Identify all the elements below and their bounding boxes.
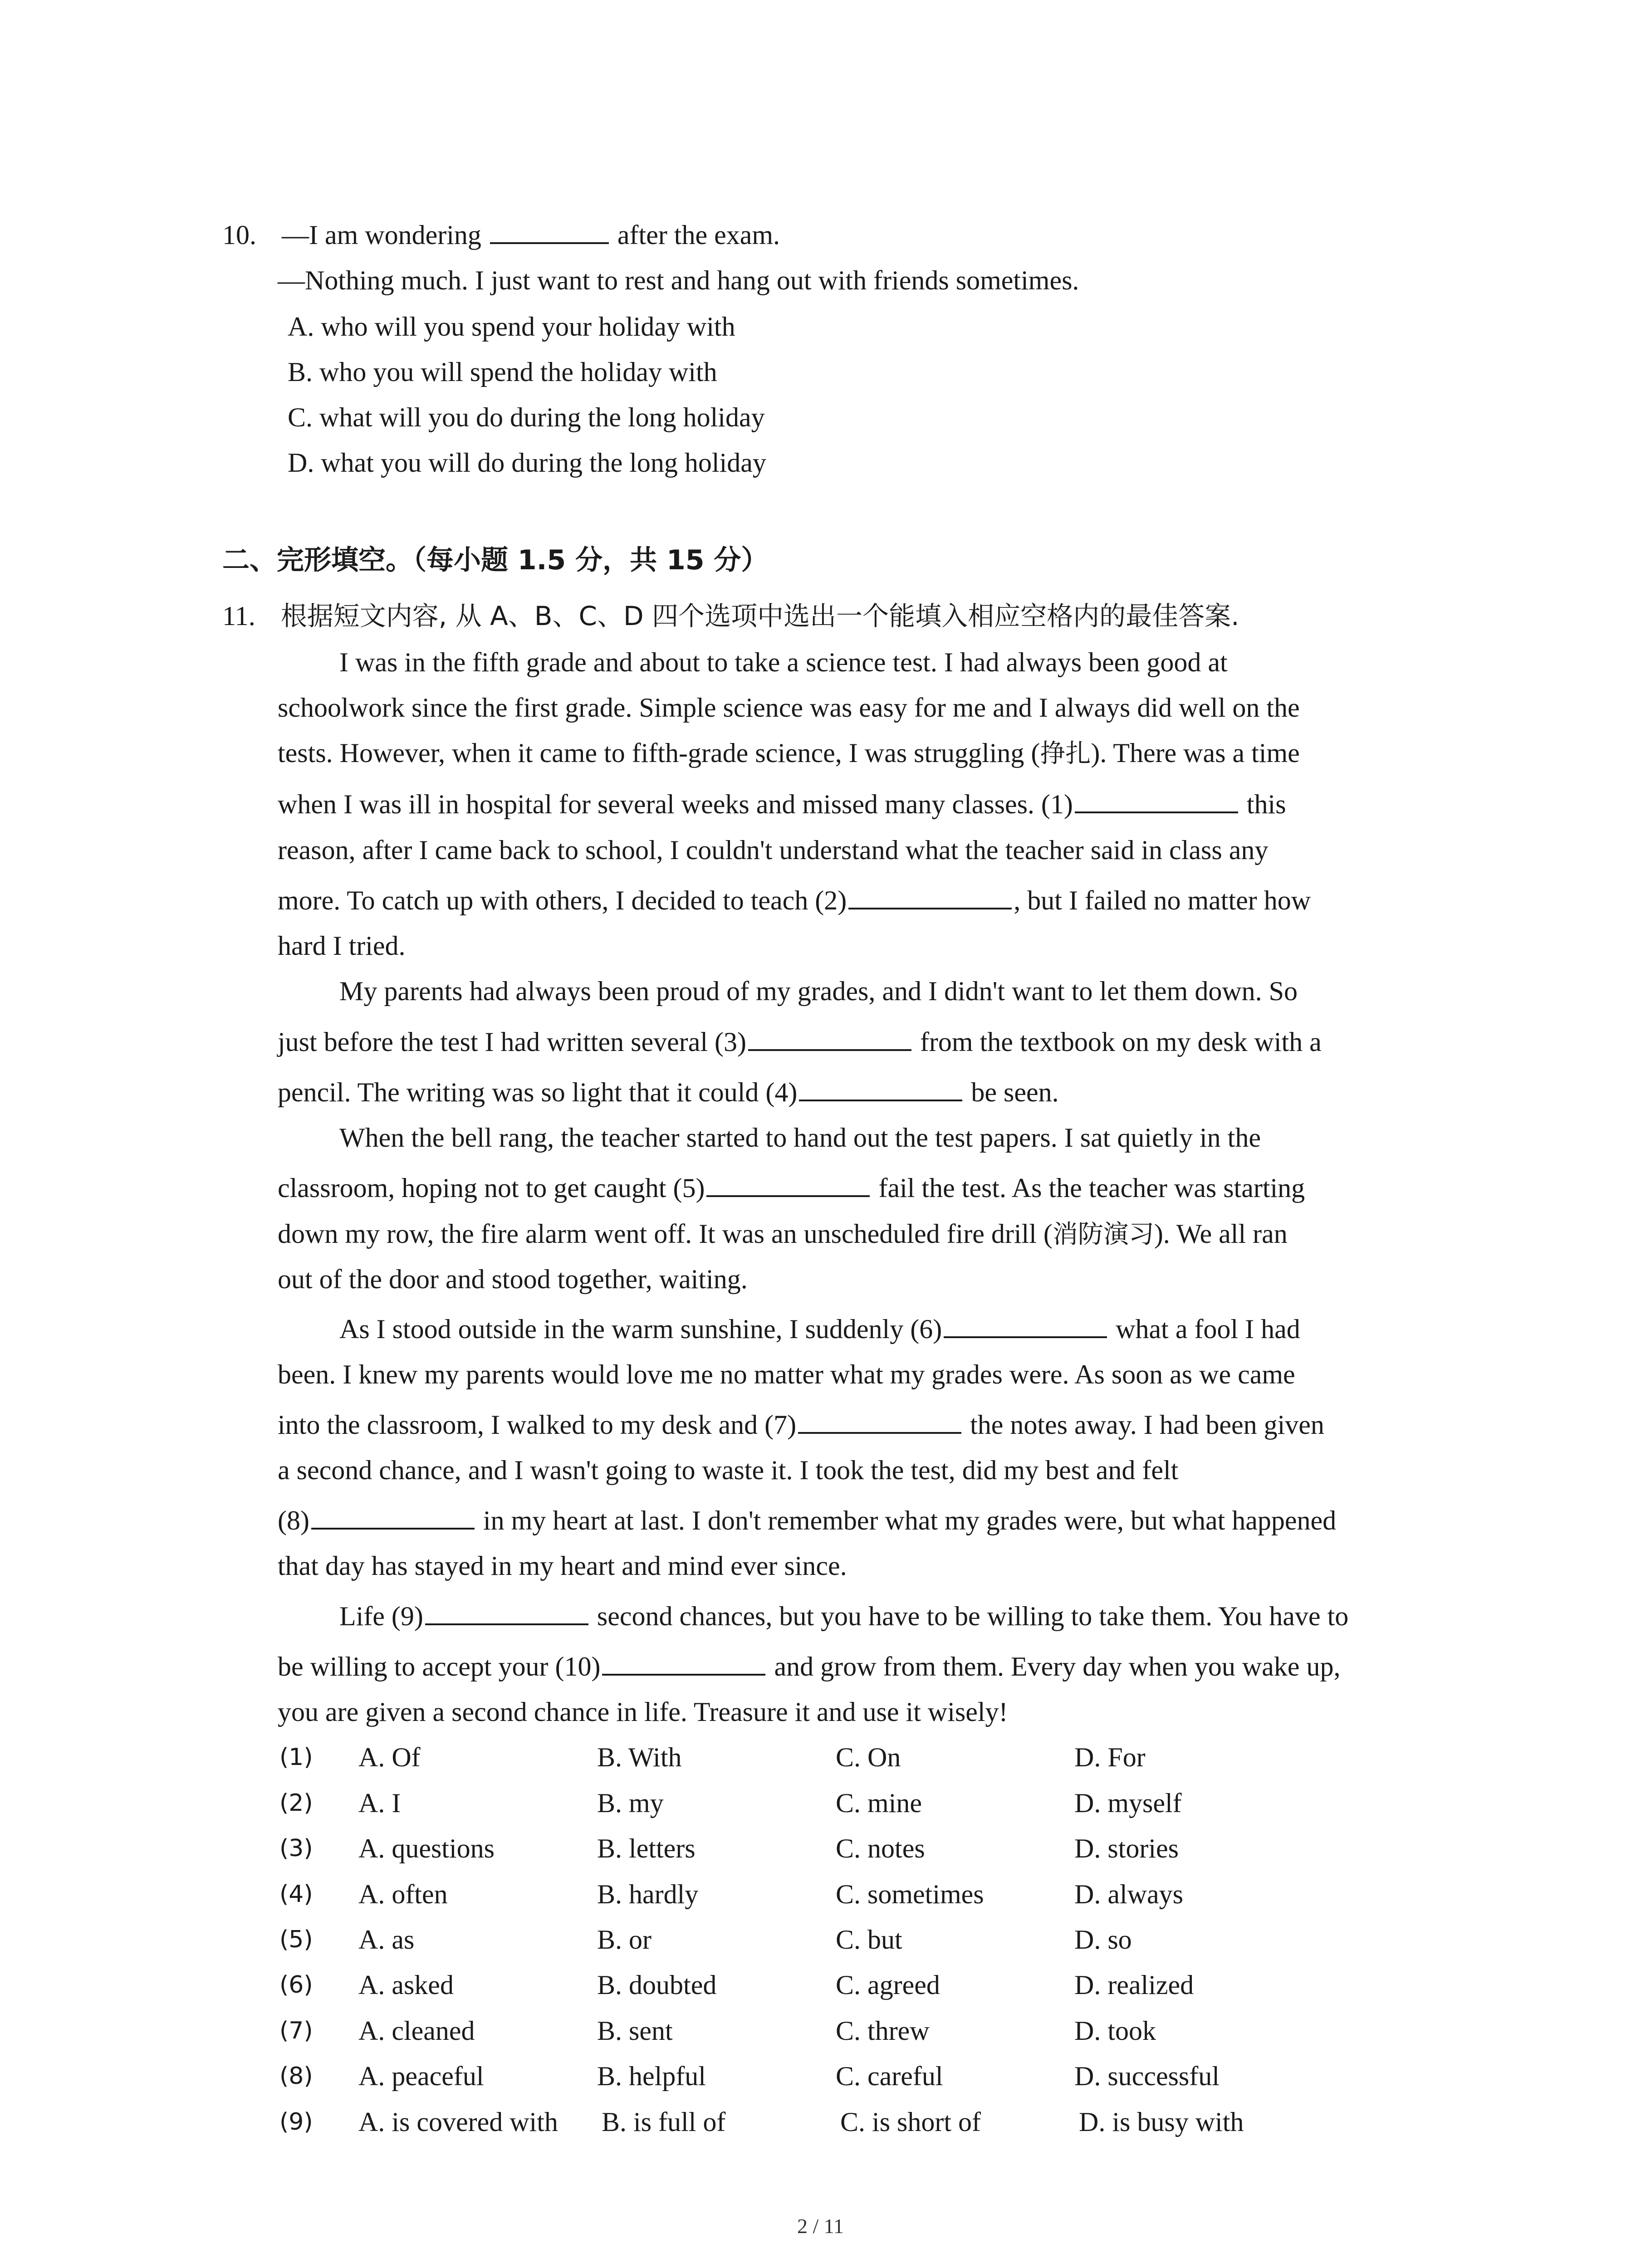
choice-option: A. questions bbox=[358, 1833, 495, 1863]
choice-option: A. peaceful bbox=[358, 2061, 484, 2091]
choice-option: A. often bbox=[358, 1879, 448, 1909]
choice-option: D. is busy with bbox=[1079, 2107, 1244, 2137]
passage-line bbox=[278, 1216, 1288, 1253]
passage-line bbox=[278, 786, 1286, 822]
choice-option: B. helpful bbox=[597, 2061, 706, 2091]
blank-9 bbox=[425, 1600, 588, 1625]
q10-number: 10. bbox=[222, 220, 256, 250]
passage-line: reason, after I came back to school, I couldn't understand what the teacher said in class any bbox=[278, 835, 1269, 865]
passage-cjk-gloss: 消防演习 bbox=[1052, 1220, 1154, 1249]
passage-line: been. I knew my parents would love me no matter what my grades were. As soon as we came bbox=[278, 1359, 1295, 1389]
passage-line: out of the door and stood together, waiting. bbox=[278, 1264, 748, 1294]
choice-option: B. With bbox=[597, 1742, 682, 1772]
choice-option: C. sometimes bbox=[836, 1879, 984, 1909]
passage-text: this bbox=[1246, 789, 1286, 819]
q10-blank bbox=[490, 219, 609, 244]
choice-option: C. mine bbox=[836, 1788, 922, 1818]
passage-text: ). We all ran bbox=[1154, 1219, 1288, 1249]
passage-cjk-gloss: 挣扎 bbox=[1040, 739, 1091, 768]
blank-1 bbox=[1075, 788, 1238, 813]
choice-option: D. always bbox=[1074, 1879, 1183, 1909]
passage-text: be seen. bbox=[971, 1077, 1059, 1107]
passage-text: into the classroom, I walked to my desk and (7) bbox=[278, 1410, 797, 1440]
choice-option: D. myself bbox=[1074, 1788, 1182, 1818]
passage-text: , but I failed no matter how bbox=[1014, 885, 1311, 915]
passage-text: tests. However, when it came to fifth-grade science, I was struggling ( bbox=[278, 738, 1040, 768]
blank-8 bbox=[311, 1504, 475, 1530]
choice-number: (6) bbox=[279, 1971, 313, 1999]
blank-5 bbox=[706, 1172, 870, 1197]
blank-6 bbox=[944, 1313, 1107, 1338]
passage-line bbox=[278, 1407, 1324, 1443]
choice-option: C. notes bbox=[836, 1833, 925, 1863]
choice-option: A. Of bbox=[358, 1742, 421, 1772]
passage-line bbox=[278, 882, 1311, 919]
choice-option: A. as bbox=[358, 1925, 415, 1955]
passage-line bbox=[278, 735, 1300, 772]
passage-line: you are given a second chance in life. Treasure it and use it wisely! bbox=[278, 1697, 1008, 1727]
passage-text: just before the test I had written several (3) bbox=[278, 1027, 746, 1057]
choice-number: (7) bbox=[279, 2017, 313, 2044]
passage-line: I was in the fifth grade and about to take a science test. I had always been good at bbox=[339, 647, 1228, 677]
passage-text: down my row, the fire alarm went off. It was an unscheduled fire drill ( bbox=[278, 1219, 1053, 1249]
choice-number: (9) bbox=[279, 2108, 313, 2136]
choice-option: B. hardly bbox=[597, 1879, 699, 1909]
choice-option: C. threw bbox=[836, 2016, 930, 2046]
q10-option-d: D. what you will do during the long holiday bbox=[288, 448, 766, 478]
passage-text: the notes away. I had been given bbox=[970, 1410, 1324, 1440]
passage-text: from the textbook on my desk with a bbox=[920, 1027, 1322, 1057]
q10-option-c: C. what will you do during the long holiday bbox=[288, 402, 765, 432]
choice-option: D. so bbox=[1074, 1925, 1132, 1955]
choice-option: C. careful bbox=[836, 2061, 943, 2091]
passage-text: ). There was a time bbox=[1091, 738, 1300, 768]
passage-line: My parents had always been proud of my grades, and I didn't want to let them down. So bbox=[339, 976, 1298, 1006]
choice-option: C. On bbox=[836, 1742, 901, 1772]
choice-option: D. stories bbox=[1074, 1833, 1179, 1863]
section-2-title: 二、完形填空。（每小题 1.5 分，共 15 分） bbox=[222, 544, 769, 576]
q10-line2: —Nothing much. I just want to rest and hang out with friends sometimes. bbox=[278, 265, 1079, 295]
choice-number: (2) bbox=[279, 1789, 313, 1817]
passage-text: As I stood outside in the warm sunshine, I suddenly (6) bbox=[339, 1314, 942, 1344]
page-number: 2 / 11 bbox=[797, 2214, 844, 2238]
choice-number: (8) bbox=[279, 2063, 313, 2090]
passage-text: classroom, hoping not to get caught (5) bbox=[278, 1173, 705, 1203]
passage-line bbox=[339, 1598, 1348, 1634]
passage-line: a second chance, and I wasn't going to waste it. I took the test, did my best and felt bbox=[278, 1455, 1179, 1485]
passage-line bbox=[278, 1024, 1322, 1060]
passage-line bbox=[339, 1311, 1300, 1347]
passage-line: hard I tried. bbox=[278, 931, 406, 961]
choice-option: B. letters bbox=[597, 1833, 696, 1863]
choice-option: C. agreed bbox=[836, 1970, 940, 2000]
choice-option: B. or bbox=[597, 1925, 652, 1955]
q10-prompt-start: —I am wondering bbox=[282, 220, 481, 250]
passage-text: second chances, but you have to be willing to take them. You have to bbox=[597, 1601, 1349, 1631]
choice-option: A. I bbox=[358, 1788, 401, 1818]
passage-text: in my heart at last. I don't remember what my grades were, but what happened bbox=[483, 1505, 1337, 1535]
passage-line: schoolwork since the first grade. Simple science was easy for me and I always did well on the bbox=[278, 693, 1300, 723]
choice-option: D. For bbox=[1074, 1742, 1146, 1772]
choice-option: C. is short of bbox=[840, 2107, 981, 2137]
choice-number: (4) bbox=[279, 1881, 313, 1908]
choice-option: D. realized bbox=[1074, 1970, 1194, 2000]
passage-text: be willing to accept your (10) bbox=[278, 1652, 601, 1681]
choice-option: B. my bbox=[597, 1788, 664, 1818]
choice-option: B. is full of bbox=[602, 2107, 726, 2137]
choice-number: (5) bbox=[279, 1926, 313, 1953]
choice-number: (3) bbox=[279, 1835, 313, 1862]
choice-number: (1) bbox=[279, 1744, 313, 1771]
passage-text: what a fool I had bbox=[1116, 1314, 1300, 1344]
blank-7 bbox=[798, 1408, 961, 1434]
passage-text: and grow from them. Every day when you wake up, bbox=[774, 1652, 1341, 1681]
q11-number: 11. bbox=[222, 601, 255, 631]
choice-option: B. sent bbox=[597, 2016, 673, 2046]
q11-instruction: 根据短文内容, 从 A、B、C、D 四个选项中选出一个能填入相应空格内的最佳答案. bbox=[280, 601, 1239, 631]
choice-option: A. cleaned bbox=[358, 2016, 475, 2046]
q10-line1 bbox=[222, 217, 780, 253]
blank-10 bbox=[602, 1650, 765, 1676]
q10-option-a: A. who will you spend your holiday with bbox=[288, 312, 735, 342]
passage-text: more. To catch up with others, I decided to teach (2) bbox=[278, 885, 847, 915]
passage-text: when I was ill in hospital for several weeks and missed many classes. (1) bbox=[278, 789, 1073, 819]
q10-prompt-end: after the exam. bbox=[617, 220, 780, 250]
passage-text: fail the test. As the teacher was starting bbox=[878, 1173, 1305, 1203]
passage-text: (8) bbox=[278, 1505, 309, 1535]
q10-option-b: B. who you will spend the holiday with bbox=[288, 357, 717, 387]
choice-option: B. doubted bbox=[597, 1970, 717, 2000]
choice-option: A. asked bbox=[358, 1970, 454, 2000]
passage-line bbox=[278, 1074, 1059, 1110]
choice-option: D. successful bbox=[1074, 2061, 1220, 2091]
passage-line bbox=[278, 1502, 1336, 1539]
passage-text: Life (9) bbox=[339, 1601, 423, 1631]
choice-option: A. is covered with bbox=[358, 2107, 558, 2137]
blank-4 bbox=[799, 1076, 962, 1101]
passage-line bbox=[278, 1170, 1305, 1206]
blank-2 bbox=[848, 884, 1012, 909]
choice-option: D. took bbox=[1074, 2016, 1156, 2046]
passage-text: pencil. The writing was so light that it could (4) bbox=[278, 1077, 798, 1107]
blank-3 bbox=[748, 1026, 911, 1051]
choice-option: C. but bbox=[836, 1925, 902, 1955]
q11-instruction-line bbox=[222, 598, 1239, 634]
passage-line: When the bell rang, the teacher started to hand out the test papers. I sat quietly in the bbox=[339, 1123, 1261, 1153]
passage-line: that day has stayed in my heart and mind ever since. bbox=[278, 1551, 847, 1581]
passage-line bbox=[278, 1648, 1340, 1685]
